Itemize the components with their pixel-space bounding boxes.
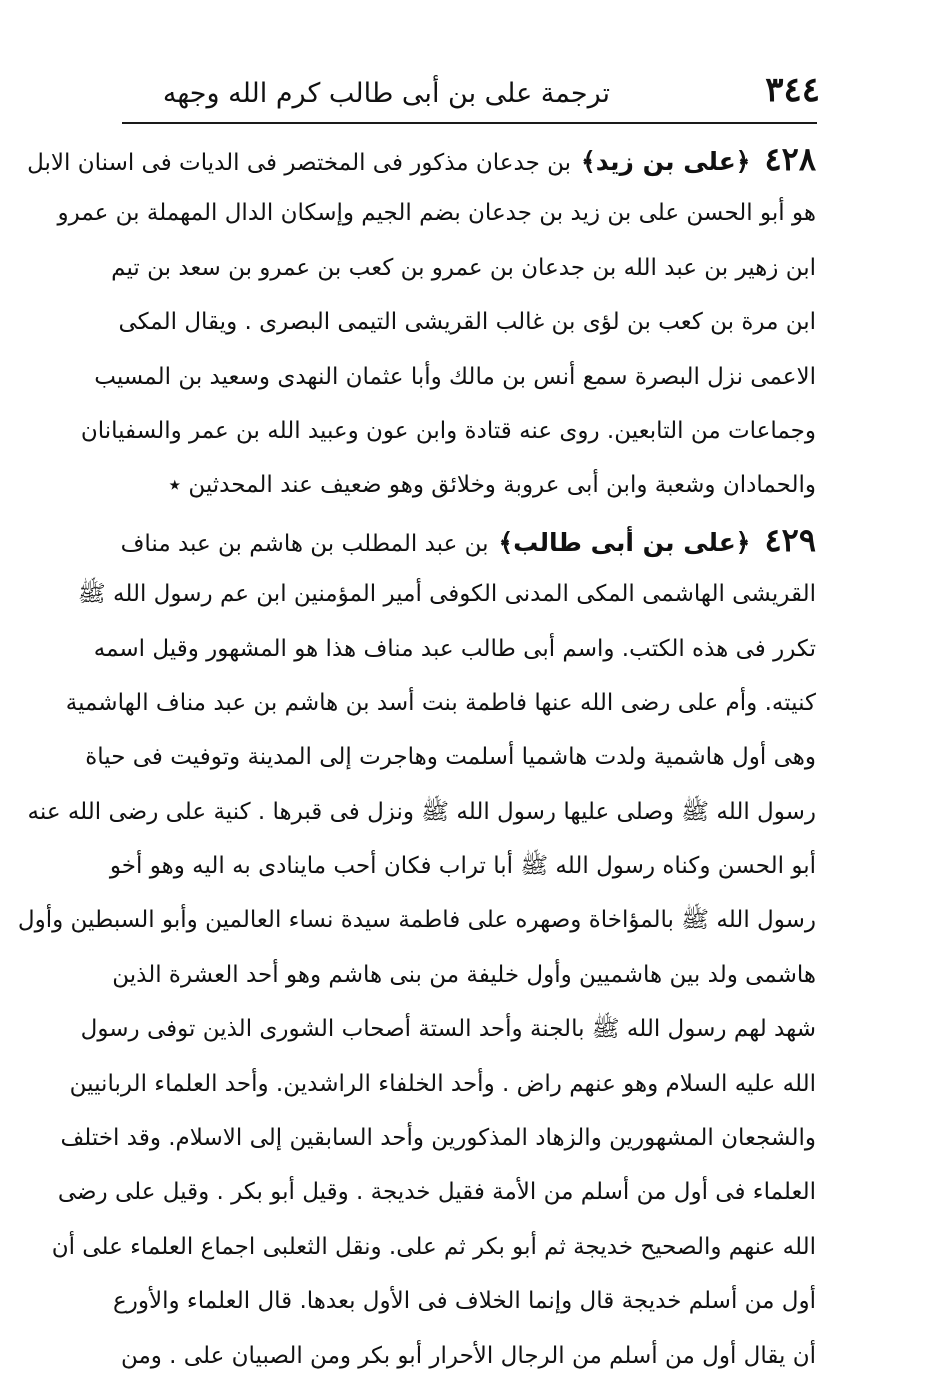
text-line: تكرر فى هذه الكتب. واسم أبى طالب عبد مناف هذا هو المشهور وقيل اسمه bbox=[93, 635, 816, 662]
text-line: ابن مرة بن كعب بن لؤى بن غالب القريشى التيمى البصرى . ويقال المكى bbox=[118, 309, 816, 336]
text-line: رسول الله ﷺ وصلى عليها رسول الله ﷺ ونزل فى قبرها . كنية على رضى الله عنه bbox=[27, 798, 816, 825]
running-title: ترجمة على بن أبى طالب كرم الله وجهه bbox=[162, 78, 610, 109]
text-line: العلماء فى أول من أسلم من الأمة فقيل خديجة . وقيل أبو بكر . وقيل على رضى bbox=[57, 1179, 816, 1206]
header-rule bbox=[122, 122, 817, 124]
text-line: ابن زهير بن عبد الله بن جدعان بن عمرو بن كعب بن عمرو بن سعد بن تيم bbox=[111, 254, 816, 281]
page-body bbox=[17, 132, 816, 1383]
entry-name: ﴿على بن زيد﴾ bbox=[581, 147, 751, 176]
entry-heading-line bbox=[120, 513, 816, 567]
text-line: الله عليه السلام وهو عنهم راض . وأحد الخلفاء الراشدين. وأحد العلماء الربانيين bbox=[69, 1070, 816, 1097]
text-line: القريشى الهاشمى المكى المدنى الكوفى أمير المؤمنين ابن عم رسول الله ﷺ bbox=[77, 581, 816, 608]
entry-heading-text: بن عبد المطلب بن هاشم بن عبد مناف bbox=[120, 530, 489, 557]
text-line: والشجعان المشهورين والزهاد المذكورين وأحد السابقين إلى الاسلام. وقد اختلف bbox=[60, 1125, 816, 1152]
entry-name: ﴿على بن أبى طالب﴾ bbox=[498, 527, 751, 557]
entry-heading-text: بن جدعان مذكور فى المختصر فى الديات فى اسنان الابل bbox=[27, 150, 572, 176]
text-line: والحمادان وشعبة وابن أبى عروبة وخلائق وهو ضعيف عند المحدثين ٭ bbox=[168, 472, 816, 499]
text-line: أبو الحسن وكناه رسول الله ﷺ أبا تراب فكان أحب ماينادى به اليه وهو أخو bbox=[109, 853, 816, 880]
text-line: أن يقال أول من أسلم من الرجال الأحرار أبو بكر ومن الصبيان على . ومن bbox=[120, 1342, 816, 1369]
page-number: ٣٤٤ bbox=[765, 70, 820, 110]
text-line: رسول الله ﷺ بالمؤاخاة وصهره على فاطمة سيدة نساء العالمين وأبو السبطين وأول bbox=[17, 907, 816, 934]
entry-number: ٤٢٩ bbox=[764, 520, 816, 559]
entry-heading-line bbox=[27, 132, 816, 186]
text-line: وهى أول هاشمية ولدت هاشميا أسلمت وهاجرت إلى المدينة وتوفيت فى حياة bbox=[85, 744, 816, 771]
text-line: أول من أسلم خديجة قال وإنما الخلاف فى الأول بعدها. قال العلماء والأورع bbox=[113, 1288, 816, 1315]
entry-number: ٤٢٨ bbox=[764, 140, 816, 178]
text-line: شهد لهم رسول الله ﷺ بالجنة وأحد الستة أصحاب الشورى الذين توفى رسول bbox=[80, 1016, 816, 1043]
page-header bbox=[130, 68, 820, 118]
text-line: هاشمى ولد بين هاشميين وأول خليفة من بنى هاشم وهو أحد العشرة الذين bbox=[112, 961, 816, 988]
text-line: الله عنهم والصحيح خديجة ثم أبو بكر ثم على. ونقل الثعلبى اجماع العلماء على أن bbox=[51, 1233, 816, 1260]
text-line: الاعمى نزل البصرة سمع أنس بن مالك وأبا عثمان النهدى وسعيد بن المسيب bbox=[94, 363, 816, 390]
text-line: وجماعات من التابعين. روى عنه قتادة وابن عون وعبيد الله بن عمر والسفيانان bbox=[80, 417, 816, 444]
text-line: كنيته. وأم على رضى الله عنها فاطمة بنت أسد بن هاشم بن عبد مناف الهاشمية bbox=[65, 689, 816, 716]
text-line: هو أبو الحسن على بن زيد بن جدعان بضم الجيم وإسكان الدال المهملة بن عمرو bbox=[57, 200, 816, 227]
